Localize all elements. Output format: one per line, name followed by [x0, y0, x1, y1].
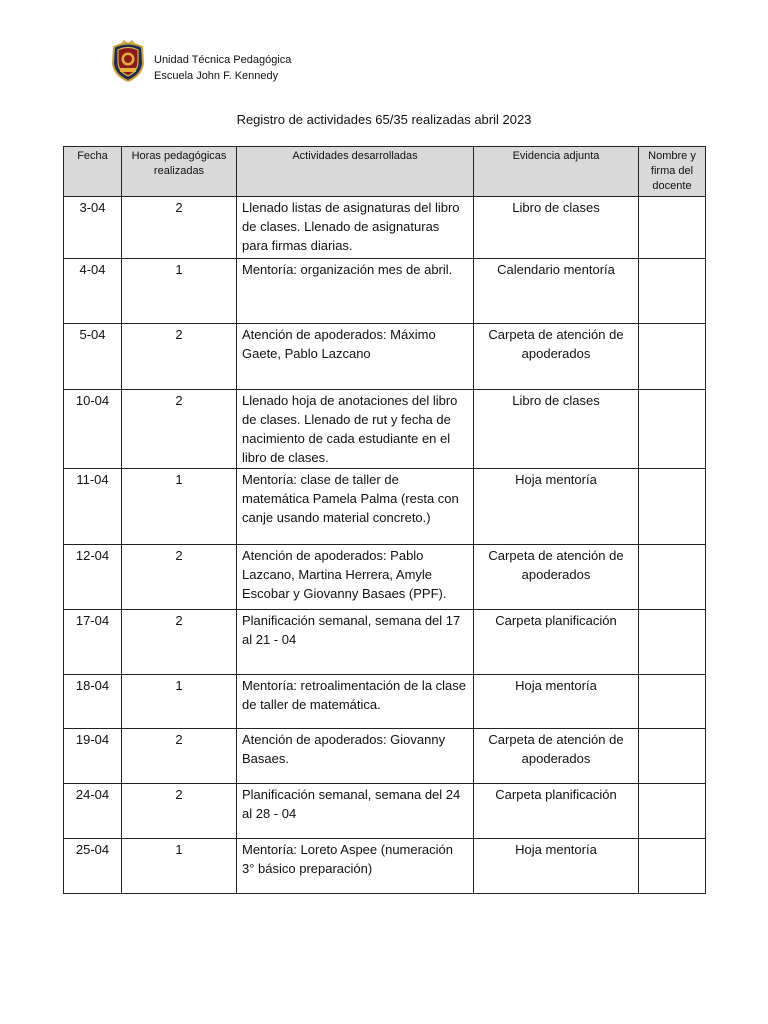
cell-firma: [639, 197, 706, 259]
header-evidencia: Evidencia adjunta: [474, 147, 639, 197]
document-header: [106, 38, 291, 84]
cell-horas: 1: [122, 675, 237, 729]
cell-actividad: Llenado hoja de anotaciones del libro de clases. Llenado de rut y fecha de nacimiento de cada estudiante en el libro de clases.: [237, 390, 474, 469]
cell-horas: 2: [122, 784, 237, 839]
cell-evidencia: Carpeta planificación: [474, 610, 639, 675]
org-unit-name: Unidad Técnica Pedagógica: [154, 54, 292, 66]
cell-firma: [639, 545, 706, 610]
cell-actividad: Atención de apoderados: Giovanny Basaes.: [237, 729, 474, 784]
table-row: [64, 197, 706, 259]
cell-evidencia: Libro de clases: [474, 197, 639, 259]
cell-actividad: Llenado listas de asignaturas del libro de clases. Llenado de asignaturas para firmas diarias.: [237, 197, 474, 259]
cell-fecha: 5-04: [64, 324, 122, 390]
cell-firma: [639, 675, 706, 729]
cell-horas: 2: [122, 545, 237, 610]
document-title: Registro de actividades 65/35 realizadas abril 2023: [236, 112, 532, 127]
cell-horas: 1: [122, 469, 237, 545]
cell-evidencia: Carpeta de atención de apoderados: [474, 545, 639, 610]
cell-horas: 1: [122, 259, 237, 324]
cell-fecha: 25-04: [64, 839, 122, 894]
table-row: [64, 259, 706, 324]
table-row: [64, 610, 706, 675]
header-fecha: Fecha: [64, 147, 122, 197]
cell-evidencia: Carpeta de atención de apoderados: [474, 729, 639, 784]
header-firma: Nombre y firma del docente: [639, 147, 706, 197]
cell-firma: [639, 610, 706, 675]
cell-fecha: 19-04: [64, 729, 122, 784]
cell-evidencia: Hoja mentoría: [474, 839, 639, 894]
organization-block: [154, 52, 291, 84]
school-crest-logo: [106, 39, 150, 83]
cell-actividad: Planificación semanal, semana del 17 al 21 - 04: [237, 610, 474, 675]
cell-evidencia: Carpeta planificación: [474, 784, 639, 839]
cell-fecha: 18-04: [64, 675, 122, 729]
cell-firma: [639, 469, 706, 545]
cell-horas: 2: [122, 390, 237, 469]
cell-actividad: Mentoría: Loreto Aspee (numeración 3° básico preparación): [237, 839, 474, 894]
cell-fecha: 17-04: [64, 610, 122, 675]
cell-firma: [639, 390, 706, 469]
cell-horas: 2: [122, 197, 237, 259]
header-actividades: Actividades desarrolladas: [237, 147, 474, 197]
cell-firma: [639, 259, 706, 324]
header-horas: Horas pedagógicas realizadas: [122, 147, 237, 197]
cell-fecha: 3-04: [64, 197, 122, 259]
cell-evidencia: Carpeta de atención de apoderados: [474, 324, 639, 390]
cell-fecha: 4-04: [64, 259, 122, 324]
table-row: [64, 469, 706, 545]
cell-actividad: Mentoría: organización mes de abril.: [237, 259, 474, 324]
table-row: [64, 729, 706, 784]
cell-evidencia: Hoja mentoría: [474, 469, 639, 545]
cell-fecha: 11-04: [64, 469, 122, 545]
cell-evidencia: Hoja mentoría: [474, 675, 639, 729]
cell-evidencia: Libro de clases: [474, 390, 639, 469]
cell-horas: 2: [122, 324, 237, 390]
cell-actividad: Atención de apoderados: Pablo Lazcano, Martina Herrera, Amyle Escobar y Giovanny Basaes (PPF).: [237, 545, 474, 610]
cell-fecha: 12-04: [64, 545, 122, 610]
table-row: [64, 545, 706, 610]
cell-fecha: 10-04: [64, 390, 122, 469]
cell-fecha: 24-04: [64, 784, 122, 839]
table-row: [64, 390, 706, 469]
activities-table: [63, 146, 706, 894]
cell-firma: [639, 324, 706, 390]
cell-actividad: Mentoría: retroalimentación de la clase de taller de matemática.: [237, 675, 474, 729]
cell-firma: [639, 784, 706, 839]
table-row: [64, 839, 706, 894]
cell-evidencia: Calendario mentoría: [474, 259, 639, 324]
cell-actividad: Planificación semanal, semana del 24 al 28 - 04: [237, 784, 474, 839]
cell-horas: 2: [122, 729, 237, 784]
table-header-row: [64, 147, 706, 197]
cell-actividad: Mentoría: clase de taller de matemática Pamela Palma (resta con canje usando material concreto.): [237, 469, 474, 545]
table-row: [64, 324, 706, 390]
cell-actividad: Atención de apoderados: Máximo Gaete, Pablo Lazcano: [237, 324, 474, 390]
cell-firma: [639, 729, 706, 784]
table-row: [64, 675, 706, 729]
cell-horas: 1: [122, 839, 237, 894]
school-name: Escuela John F. Kennedy: [154, 70, 279, 82]
cell-horas: 2: [122, 610, 237, 675]
table-row: [64, 784, 706, 839]
cell-firma: [639, 839, 706, 894]
